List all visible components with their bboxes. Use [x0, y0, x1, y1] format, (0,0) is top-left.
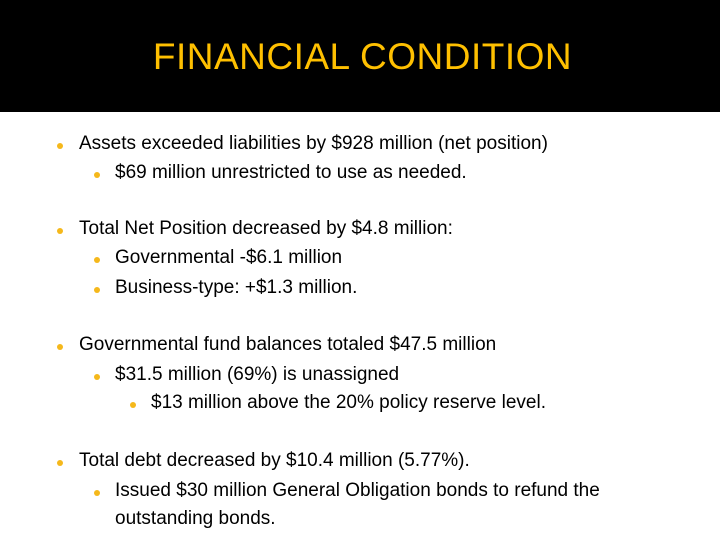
slide-title: FINANCIAL CONDITION [152, 36, 573, 77]
bullet-dot-icon [94, 287, 100, 293]
bullet-dot-icon [94, 490, 100, 496]
bullet-dot-icon [57, 143, 63, 149]
bullet-level-2: $31.5 million (69%) is unassigned [115, 364, 400, 385]
bullet-dot-icon [94, 257, 100, 263]
bullet-level-2: Governmental -$6.1 million [115, 247, 343, 268]
bullet-dot-icon [57, 344, 63, 350]
bullet-level-1: Governmental fund balances totaled $47.5 million [79, 334, 497, 355]
bullet-level-1: Total Net Position decreased by $4.8 million: [79, 218, 453, 239]
bullet-dot-icon [130, 402, 136, 408]
bullet-dot-icon [94, 172, 100, 178]
bullet-dot-icon [57, 228, 63, 234]
bullet-level-3: $13 million above the 20% policy reserve level. [151, 392, 546, 413]
bullet-dot-icon [57, 460, 63, 466]
bullet-dot-icon [94, 374, 100, 380]
bullet-level-2: Issued $30 million General Obligation bonds to refund the [115, 480, 600, 501]
bullet-level-1: Assets exceeded liabilities by $928 million (net position) [79, 133, 548, 154]
bullet-level-2-continuation: outstanding bonds. [115, 508, 276, 529]
bullet-level-2: $69 million unrestricted to use as needed. [115, 162, 467, 183]
bullet-level-1: Total debt decreased by $10.4 million (5.77%). [79, 450, 470, 471]
bullet-level-2: Business-type: +$1.3 million. [115, 277, 358, 298]
